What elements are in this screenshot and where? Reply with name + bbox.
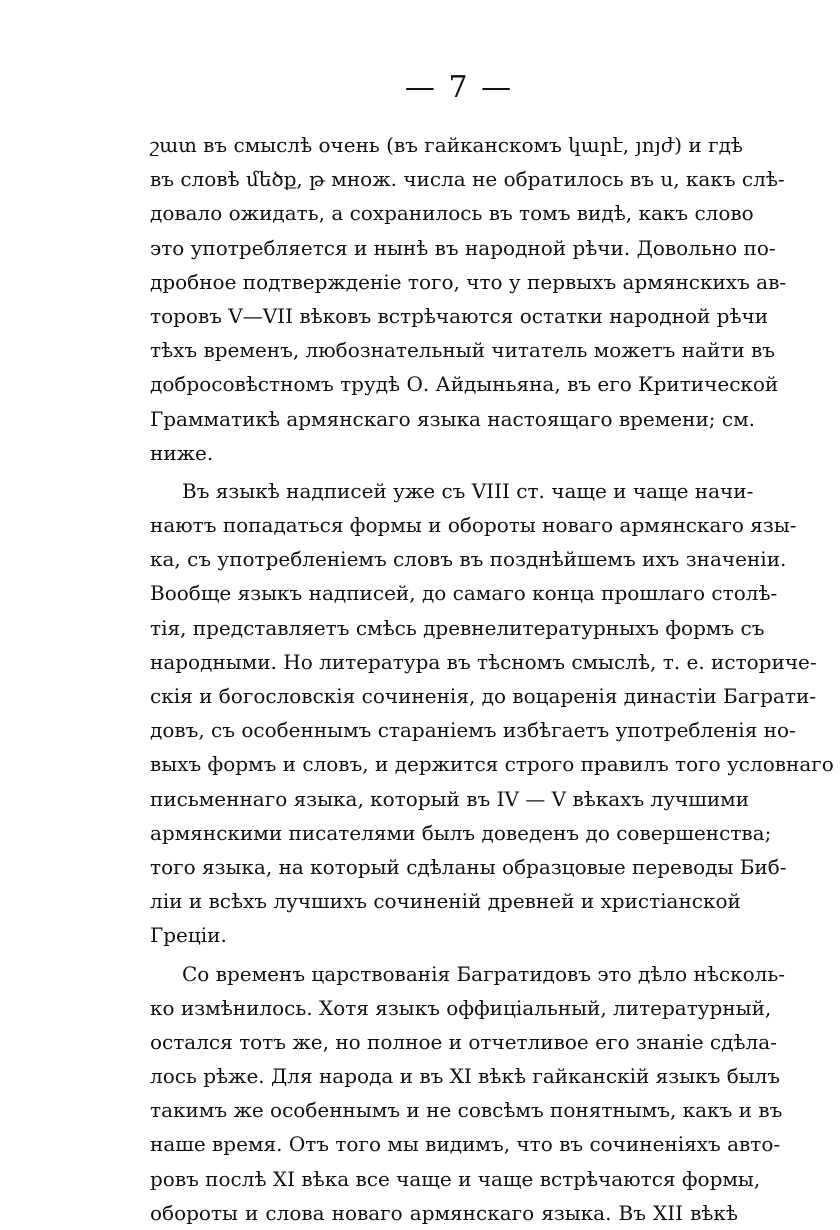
text-line: Вообще языкъ надписей, до самаго конца прошлаго столѣ- [150,576,738,610]
text-line: такимъ же особеннымъ и не совсѣмъ понятнымъ, какъ и въ [150,1093,738,1127]
page-body [150,70,738,1230]
text-line: ка, съ употребленіемъ словъ въ позднѣйшемъ ихъ значеніи. [150,542,738,576]
text-line: лось рѣже. Для народа и въ XI вѣкѣ гайканскій языкъ былъ [150,1059,738,1093]
text-line: того языка, на который сдѣланы образцовые переводы Биб- [150,850,738,884]
text-line: Грамматикѣ армянскаго языка настоящаго времени; см. [150,402,738,436]
text-line: Со временъ царствованія Багратидовъ это дѣло нѣсколь- [150,957,738,991]
text-line: дробное подтвержденіе того, что у первыхъ армянскихъ ав- [150,265,738,299]
text-line: обороты и слова новаго армянскаго языка. Въ XII вѣкѣ [150,1196,738,1230]
text-line: остался тотъ же, но полное и отчетливое его знаніе сдѣла- [150,1025,738,1059]
paragraph-3 [150,957,738,1230]
text-line: это употребляется и нынѣ въ народной рѣчи. Довольно по- [150,231,738,265]
text-line: Греціи. [150,918,738,952]
paragraph-2 [150,474,738,953]
text-line: наше время. Отъ того мы видимъ, что въ сочиненіяхъ авто- [150,1127,738,1161]
text-line: ко измѣнилось. Хотя языкъ оффиціальный, литературный, [150,991,738,1025]
page-number: — 7 — [150,70,738,106]
text-line: тія, представляетъ смѣсь древнелитературныхъ формъ съ [150,611,738,645]
text-line: тѣхъ временъ, любознательный читатель можетъ найти въ [150,333,738,367]
text-line: շատ въ смыслѣ очень (въ гайканскомъ կարէ, յոյժ) и гдѣ [150,128,738,162]
text-line: письменнаго языка, который въ IV — V вѣкахъ лучшими [150,782,738,816]
text-line: ниже. [150,436,738,470]
text-line: Въ языкѣ надписей уже съ VIII ст. чаще и чаще начи- [150,474,738,508]
text-line: народными. Но литература въ тѣсномъ смыслѣ, т. е. историче- [150,645,738,679]
text-line: довъ, съ особеннымъ стараніемъ избѣгаетъ употребленія но- [150,713,738,747]
text-line: въ словѣ մեծք, թ множ. числа не обратилось въ ս, какъ слѣ- [150,162,738,196]
text-line: довало ожидать, а сохранилось въ томъ видѣ, какъ слово [150,196,738,230]
text-line: выхъ формъ и словъ, и держится строго правилъ того условнаго [150,747,738,781]
text-line: скія и богословскія сочиненія, до воцаренія династіи Баграти- [150,679,738,713]
text-line: наютъ попадаться формы и обороты новаго армянскаго язы- [150,508,738,542]
paragraph-1 [150,128,738,470]
text-line: торовъ V—VII вѣковъ встрѣчаются остатки народной рѣчи [150,299,738,333]
text-line: ліи и всѣхъ лучшихъ сочиненій древней и христіанской [150,884,738,918]
text-line: ровъ послѣ XI вѣка все чаще и чаще встрѣчаются формы, [150,1162,738,1196]
text-line: добросовѣстномъ трудѣ О. Айдыньяна, въ его Критической [150,367,738,401]
text-line: армянскими писателями былъ доведенъ до совершенства; [150,816,738,850]
